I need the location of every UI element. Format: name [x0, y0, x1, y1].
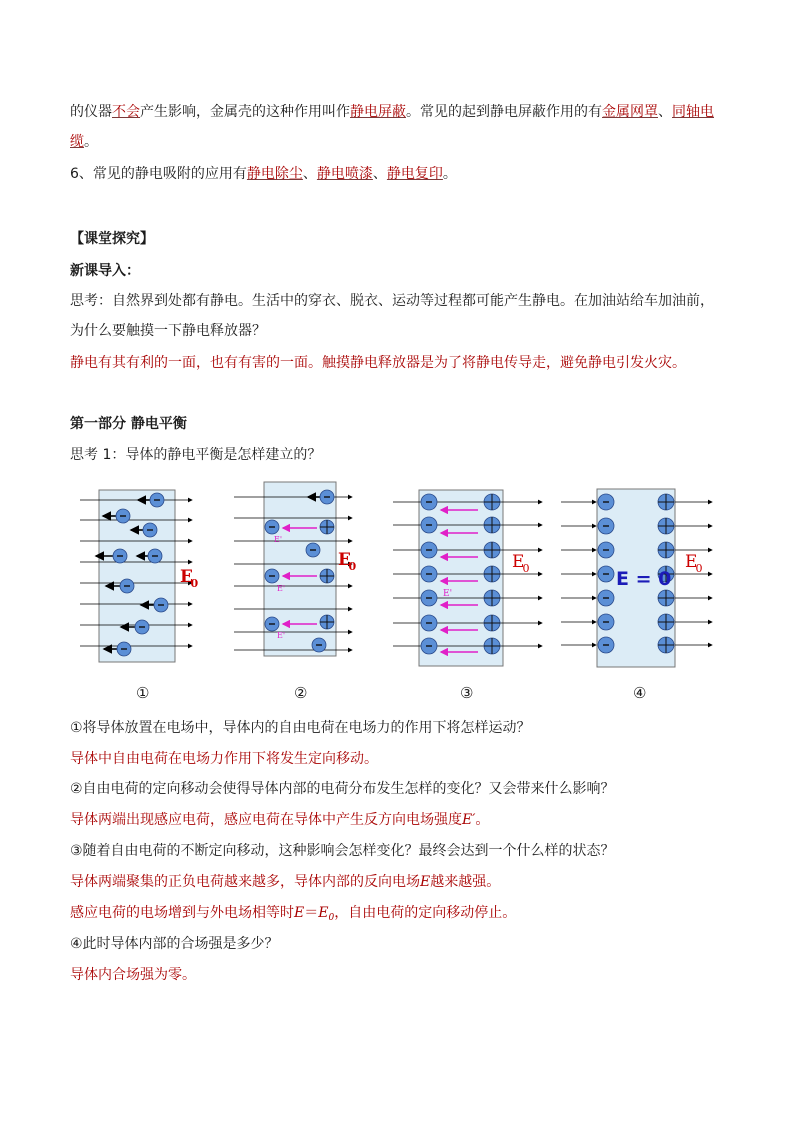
- e0-label-p3-sub: 0: [522, 562, 530, 576]
- answer-blank: 静电喷漆: [316, 166, 373, 182]
- e-symbol: E: [294, 905, 305, 921]
- e0-label-p4-sub: 0: [695, 562, 703, 576]
- text: 。: [442, 166, 457, 182]
- answer-blank: 静电除尘: [246, 166, 303, 182]
- text: 、: [372, 166, 387, 182]
- answer-b-text: 导体两端出现感应电荷，感应电荷在导体中产生反方向电场强度: [70, 812, 462, 828]
- text: 。: [475, 812, 490, 828]
- think-answer: 静电有其有利的一面，也有有害的一面。触摸静电释放器是为了将静电传导走，避免静电引发火灾。: [70, 355, 686, 371]
- text: 越来越强。: [430, 874, 501, 890]
- e0-label-p3: E: [512, 552, 525, 572]
- answer-a: 导体中自由电荷在电场力作用下将发生定向移动。: [70, 751, 378, 767]
- answer-b: [70, 810, 489, 830]
- answer-blank: 同轴电: [672, 104, 714, 120]
- e0-label-p2: E: [338, 550, 351, 570]
- answer-e: 导体内合场强为零。: [70, 967, 196, 983]
- text: 、: [658, 104, 672, 120]
- text: 的仪器: [70, 104, 112, 120]
- e0-label-p1: E: [180, 567, 193, 587]
- e0-label-p4: E: [685, 552, 698, 572]
- answer-c-text: 导体两端聚集的正负电荷越来越多，导体内部的反向电场: [70, 874, 420, 890]
- answer-blank: 缆: [70, 134, 84, 150]
- answer-blank: 金属网罩: [602, 104, 658, 120]
- question-b: ②自由电荷的定向移动会使得导体内部的电荷分布发生怎样的变化？又会带来什么影响？: [70, 781, 615, 797]
- think-question-line1: 思考：自然界到处都有静电。生活中的穿衣、脱衣、运动等过程都可能产生静电。在加油站给车加油前，: [70, 293, 714, 309]
- figure-label-3: ③: [460, 684, 474, 702]
- section-heading: 【课堂探究】: [70, 231, 154, 247]
- text: 产生影响，金属壳的这种作用叫作: [140, 104, 350, 120]
- text: 。常见的起到静电屏蔽作用的有: [406, 104, 602, 120]
- text: 6、常见的静电吸附的应用有: [70, 166, 247, 182]
- equals: ＝: [304, 905, 319, 921]
- question-1: 思考 1：导体的静电平衡是怎样建立的？: [70, 447, 322, 463]
- e-prime-label-p2-2: E': [277, 631, 286, 640]
- think-question-line2: 为什么要触摸一下静电释放器？: [70, 323, 266, 339]
- answer-blank: 静电屏蔽: [350, 104, 406, 120]
- question-c: ③随着自由电荷的不断定向移动，这种影响会怎样变化？最终会达到一个什么样的状态？: [70, 843, 615, 859]
- e0-label-p2-sub: 0: [348, 560, 357, 574]
- figure-label-2: ②: [294, 684, 308, 702]
- answer-blank: 静电复印: [386, 166, 443, 182]
- answer-d-text: 感应电荷的电场增到与外电场相等时: [70, 905, 294, 921]
- answer-d: [70, 903, 516, 928]
- e-prime-label-p3: E': [443, 589, 453, 599]
- question-a: ①将导体放置在电场中，导体内的自由电荷在电场力的作用下将怎样运动？: [70, 720, 531, 736]
- e-zero-label: E = 0: [616, 568, 672, 590]
- figure-label-4: ④: [633, 684, 647, 702]
- e0-label-p1-sub: 0: [190, 577, 199, 591]
- e-symbol: E: [420, 874, 431, 890]
- intro-heading: 新课导入：: [70, 263, 140, 279]
- question-d: ④此时导体内部的合场强是多少？: [70, 936, 279, 952]
- figure-label-1: ①: [136, 684, 150, 702]
- answer-blank: 不会: [112, 104, 140, 120]
- text: 、: [302, 166, 317, 182]
- answer-d-text2: ，自由电荷的定向移动停止。: [334, 905, 517, 921]
- e-prime-symbol: E′: [462, 812, 476, 828]
- text: 。: [84, 134, 98, 150]
- e-prime-label-p2-1: E': [277, 584, 286, 593]
- answer-c: [70, 872, 500, 892]
- e0-subscript: 0: [328, 913, 335, 923]
- e-prime-label-p2-0: E': [274, 535, 283, 544]
- e0-symbol: E: [318, 905, 329, 921]
- part1-heading: 第一部分 静电平衡: [70, 416, 187, 432]
